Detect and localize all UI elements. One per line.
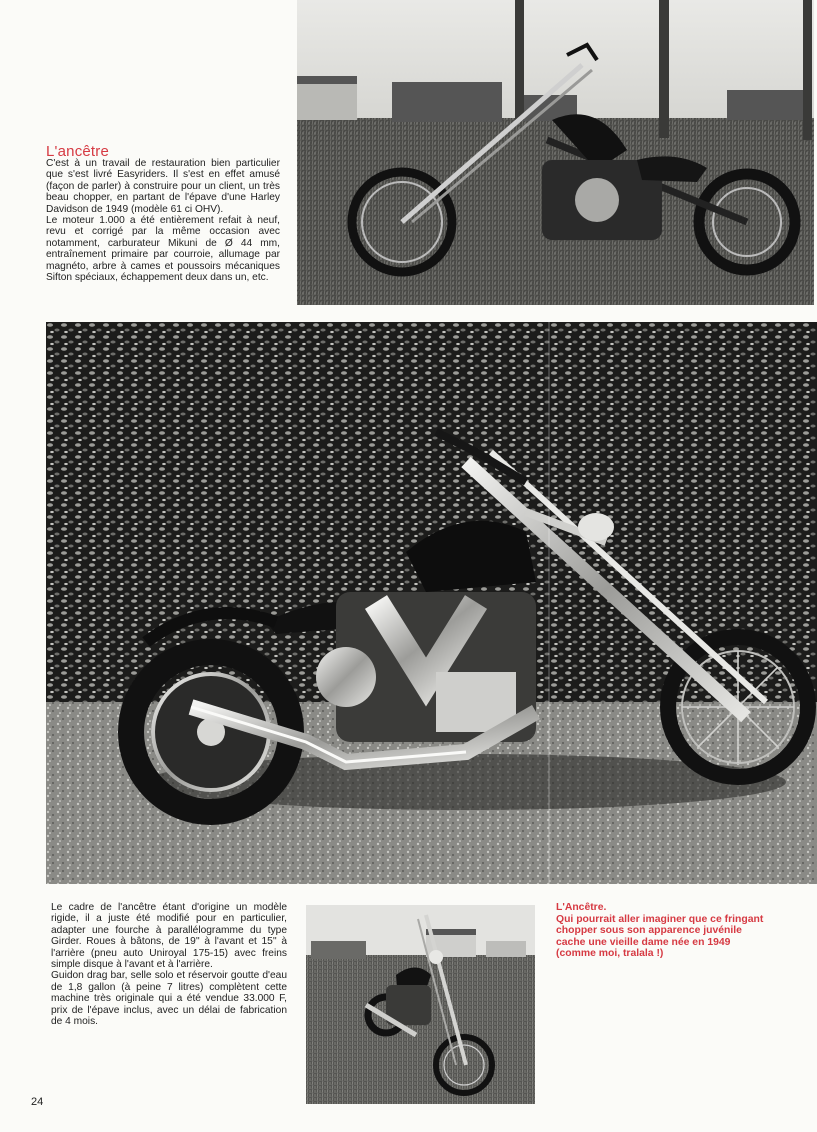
caption-line: Qui pourrait aller imaginer que ce fringant — [556, 913, 764, 925]
caption-line: cache une vieille dame née en 1949 — [556, 936, 731, 948]
photo-chopper-hedge — [46, 322, 817, 884]
page-gutter — [548, 322, 550, 884]
caption-line: chopper sous son apparence juvénile — [556, 925, 742, 937]
bottom-paragraph: Guidon drag bar, selle solo et réservoir goutte d'eau de 1,8 gallon (à peine 7 litres) complètent cette machine très originale qui a été vendue 33.000 F, prix de l'épave inclus, avec un délai de fabrication de 4 mois. — [51, 970, 287, 1028]
intro-paragraph: Le moteur 1.000 a été entièrement refait à neuf, revu et corrigé par la même occasion avec notamment, carburateur Mikuni de Ø 44 mm, entraînement primaire par courroie, allumage par magnéto, arbre à cames et poussoirs mécaniques Sifton spéciaux, échappement deux dans un, etc. — [46, 215, 280, 284]
photo-chopper-field — [297, 0, 814, 305]
intro-text — [46, 158, 280, 283]
caption-line: L'Ancêtre. — [556, 902, 607, 913]
photo-chopper-small — [306, 905, 535, 1104]
photo-caption — [556, 902, 817, 960]
article-heading: L'ancêtre — [46, 143, 110, 160]
intro-paragraph: C'est à un travail de restauration bien particulier que s'est livré Easyriders. Il s'est en effet amusé (façon de parler) à construire pour un client, un très beau chopper, en partant de l'épave d'une Harley Davidson de 1949 (modèle 61 ci OHV). — [46, 158, 280, 215]
bottom-paragraph: Le cadre de l'ancêtre étant d'origine un modèle rigide, il a juste été modifié pour en particulier, adapter une fourche à parallélogramme du type Girder. Roues à bâtons, de 19'' à l'avant et 15'' à l'arrière (pneu auto Uniroyal 175-15) avec freins simple disque à l'avant et à l'arrière. — [51, 902, 287, 971]
page-number: 24 — [31, 1096, 44, 1108]
caption-line: (comme moi, tralala !) — [556, 948, 664, 960]
bottom-text — [51, 902, 287, 1027]
